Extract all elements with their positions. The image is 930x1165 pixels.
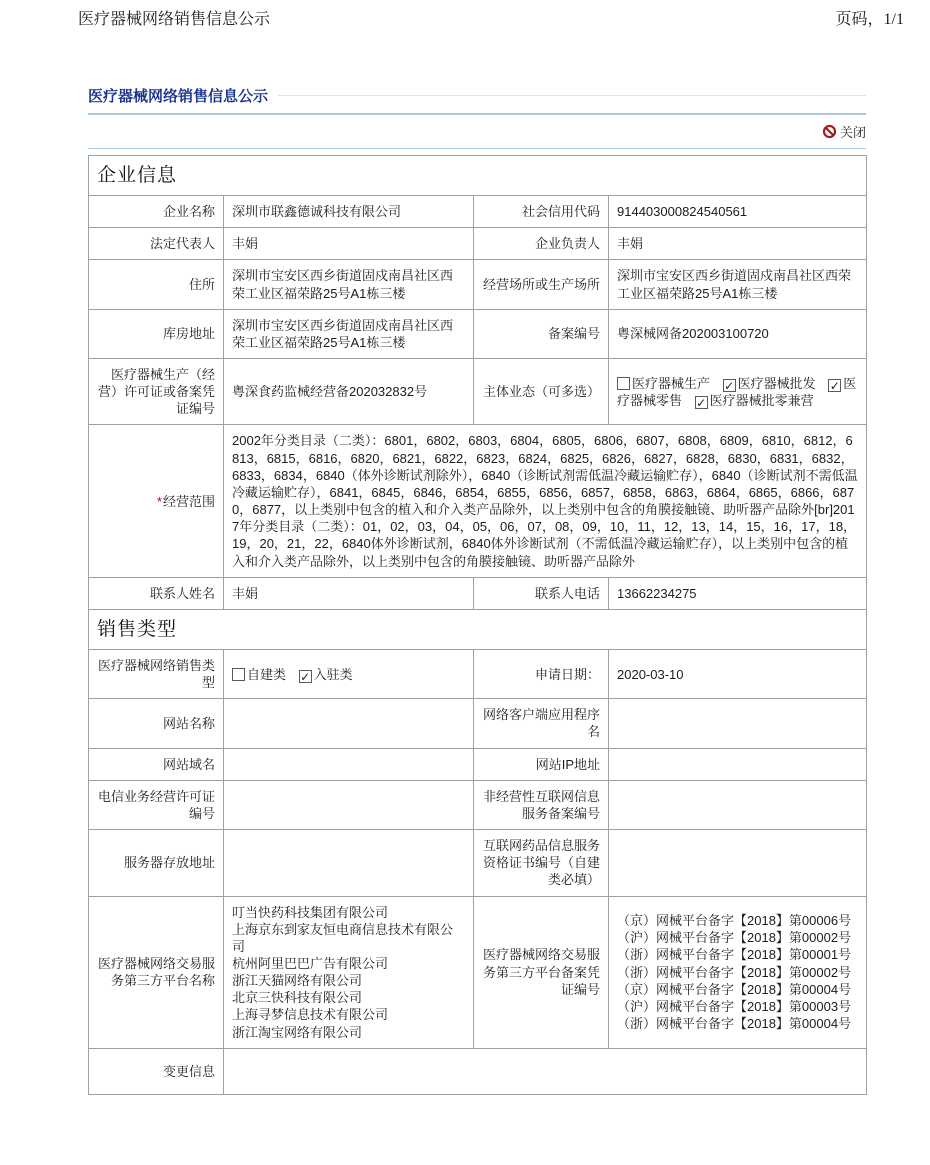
field-label: 联系人电话 — [474, 577, 609, 609]
field-label: 住所 — [89, 260, 224, 309]
title-divider-line — [278, 95, 866, 96]
prohibition-icon — [822, 124, 837, 139]
business-type-options — [609, 359, 867, 425]
table-row — [89, 649, 867, 698]
checkbox-label: 入驻类 — [313, 666, 353, 682]
field-label: 网站域名 — [89, 748, 224, 780]
platform-name: 上海寻梦信息技术有限公司 — [232, 1007, 389, 1023]
field-label: 互联网药品信息服务资格证书编号（自建类必填） — [474, 830, 609, 896]
legal-rep-value: 丰娟 — [224, 228, 474, 260]
checkbox-label: 医疗器械批发 — [737, 375, 816, 391]
field-label: 医疗器械生产（经营）许可证或备案凭证编号 — [89, 359, 224, 425]
field-label: 网站名称 — [89, 699, 224, 748]
drug-info-cert-value — [609, 830, 867, 896]
website-domain-value — [224, 748, 474, 780]
checkbox-retail[interactable] — [828, 379, 841, 392]
application-date-value: 2020-03-10 — [609, 649, 867, 698]
table-row — [89, 577, 867, 609]
checkbox-production[interactable] — [617, 377, 630, 390]
checkbox-label: 医疗器械批零兼营 — [709, 392, 814, 408]
field-label: 经营范围 — [162, 493, 215, 509]
website-name-value — [224, 699, 474, 748]
credit-code-value: 914403000824540561 — [609, 196, 867, 228]
table-row — [89, 228, 867, 260]
platform-names-list — [224, 896, 474, 1048]
checkbox-self-built[interactable] — [232, 668, 245, 681]
table-row — [89, 830, 867, 896]
field-label: 社会信用代码 — [474, 196, 609, 228]
field-label: 电信业务经营许可证编号 — [89, 780, 224, 829]
page-title: 医疗器械网络销售信息公示 — [88, 88, 269, 105]
field-label: 网络客户端应用程序名 — [474, 699, 609, 748]
client-app-name-value — [609, 699, 867, 748]
field-label: 医疗器械网络交易服务第三方平台备案凭证编号 — [474, 896, 609, 1048]
enterprise-section-heading: 企业信息 — [89, 156, 867, 196]
info-table — [88, 155, 867, 1095]
business-type-option — [617, 376, 710, 391]
field-label: 变更信息 — [89, 1048, 224, 1094]
platform-name: 北京三快科技有限公司 — [232, 990, 363, 1006]
icp-record-value — [609, 780, 867, 829]
business-type-option — [723, 376, 816, 391]
table-row — [89, 359, 867, 425]
print-header — [0, 0, 930, 29]
business-type-option — [695, 393, 814, 408]
warehouse-address-value: 深圳市宝安区西乡街道固戍南昌社区西荣工业区福荣路25号A1栋三楼 — [224, 309, 474, 358]
field-label: 申请日期： — [474, 649, 609, 698]
close-button-label: 关闭 — [839, 125, 866, 140]
table-row — [89, 699, 867, 748]
field-label: 库房地址 — [89, 309, 224, 358]
contact-name-value: 丰娟 — [224, 577, 474, 609]
table-row — [89, 748, 867, 780]
telecom-license-value — [224, 780, 474, 829]
sales-section-heading: 销售类型 — [89, 609, 867, 649]
table-row — [89, 1048, 867, 1094]
sales-type-option — [299, 667, 353, 682]
field-label: 法定代表人 — [89, 228, 224, 260]
sales-type-option — [232, 667, 286, 682]
platform-certs-list — [609, 896, 867, 1048]
page-number: 页码，1/1 — [835, 11, 904, 28]
platform-name: 上海京东到家友恒电商信息技术有限公司 — [232, 921, 454, 954]
table-row — [89, 425, 867, 577]
platform-cert-number: （沪）网械平台备字【2018】第00002号 — [617, 930, 852, 946]
required-asterisk: * — [156, 493, 162, 509]
banner — [88, 85, 866, 115]
platform-name: 浙江天猫网络有限公司 — [232, 973, 363, 989]
table-row — [89, 780, 867, 829]
scope-label-cell — [89, 425, 224, 577]
field-label: 主体业态（可多选） — [474, 359, 609, 425]
page-content — [88, 85, 866, 1095]
platform-cert-number: （浙）网械平台备字【2018】第00002号 — [617, 964, 852, 980]
responsible-person-value: 丰娟 — [609, 228, 867, 260]
checkbox-wholesale[interactable] — [723, 379, 736, 392]
change-info-value — [224, 1048, 867, 1094]
field-label: 服务器存放地址 — [89, 830, 224, 896]
business-site-value: 深圳市宝安区西乡街道固戍南昌社区西荣工业区福荣路25号A1栋三楼 — [609, 260, 867, 309]
field-label: 网站IP地址 — [474, 748, 609, 780]
platform-name: 叮当快药科技集团有限公司 — [232, 904, 389, 920]
field-label: 非经营性互联网信息服务备案编号 — [474, 780, 609, 829]
section-heading-row — [89, 156, 867, 196]
sales-type-options — [224, 649, 474, 698]
platform-name: 杭州阿里巴巴广告有限公司 — [232, 956, 389, 971]
platform-cert-number: （沪）网械平台备字【2018】第00003号 — [617, 998, 852, 1014]
platform-cert-number: （京）网械平台备字【2018】第00006号 — [617, 913, 852, 929]
toolbar — [88, 115, 866, 149]
section-heading-row — [89, 609, 867, 649]
table-row — [89, 260, 867, 309]
field-label: 医疗器械网络销售类型 — [89, 649, 224, 698]
field-label: 联系人姓名 — [89, 577, 224, 609]
field-label: 企业名称 — [89, 196, 224, 228]
record-number-value: 粤深械网备202003100720 — [609, 309, 867, 358]
platform-name: 浙江淘宝网络有限公司 — [232, 1024, 363, 1040]
table-row — [89, 309, 867, 358]
license-number-value: 粤深食药监械经营备202032832号 — [224, 359, 474, 425]
website-ip-value — [609, 748, 867, 780]
platform-cert-number: （京）网械平台备字【2018】第00004号 — [617, 981, 852, 997]
field-label: 备案编号 — [474, 309, 609, 358]
checkbox-label: 医疗器械生产 — [632, 375, 711, 391]
checkbox-platform-entry[interactable] — [299, 670, 312, 683]
close-button[interactable] — [822, 122, 866, 141]
checkbox-wholesale-retail[interactable] — [695, 396, 708, 409]
table-row — [89, 896, 867, 1048]
checkbox-label: 医疗器械零售 — [617, 375, 857, 408]
platform-cert-number: （浙）网械平台备字【2018】第00004号 — [617, 1016, 852, 1032]
address-value: 深圳市宝安区西乡街道固戍南昌社区西荣工业区福荣路25号A1栋三楼 — [224, 260, 474, 309]
field-label: 经营场所或生产场所 — [474, 260, 609, 309]
field-label: 医疗器械网络交易服务第三方平台名称 — [89, 896, 224, 1048]
print-header-title: 医疗器械网络销售信息公示 — [78, 11, 271, 28]
server-location-value — [224, 830, 474, 896]
business-scope-value: 2002年分类目录（二类）：6801，6802，6803，6804，6805，6806，6807，6808，6809，6810，6812，6813，6815，6816，6820，6821，6822，6823，6824，6825，6826，6827，6828，6830，6831，6832，6833，6834，6840（体外诊断试剂除外），6840（诊断试剂需低温冷藏运输贮存），6840（诊断试剂不需低温冷藏运输贮存），6841，6845，6846，6854，6855，6856，6857，6858，6863，6864，6865，6866，6870，6877，以上类别中包含的植入和介入类产品除外，以上类别中包含的角膜接触镜、助听器产品除外[br]2017年分类目录（二类）：01，02，03，04，05，06，07，08，09，10，11，12，13，14，15，16，17，18，19，20，21，22，6840体外诊断试剂，6840体外诊断试剂（不需低温冷藏运输贮存），以上类别中包含的植入和介入类产品除外，以上类别中包含的角膜接触镜、助听器产品除外 — [224, 425, 867, 577]
platform-cert-number: （浙）网械平台备字【2018】第00001号 — [617, 947, 852, 963]
contact-phone-value: 13662234275 — [609, 577, 867, 609]
table-row — [89, 196, 867, 228]
checkbox-label: 自建类 — [247, 666, 287, 682]
company-name-value: 深圳市联鑫德诚科技有限公司 — [224, 196, 474, 228]
field-label: 企业负责人 — [474, 228, 609, 260]
